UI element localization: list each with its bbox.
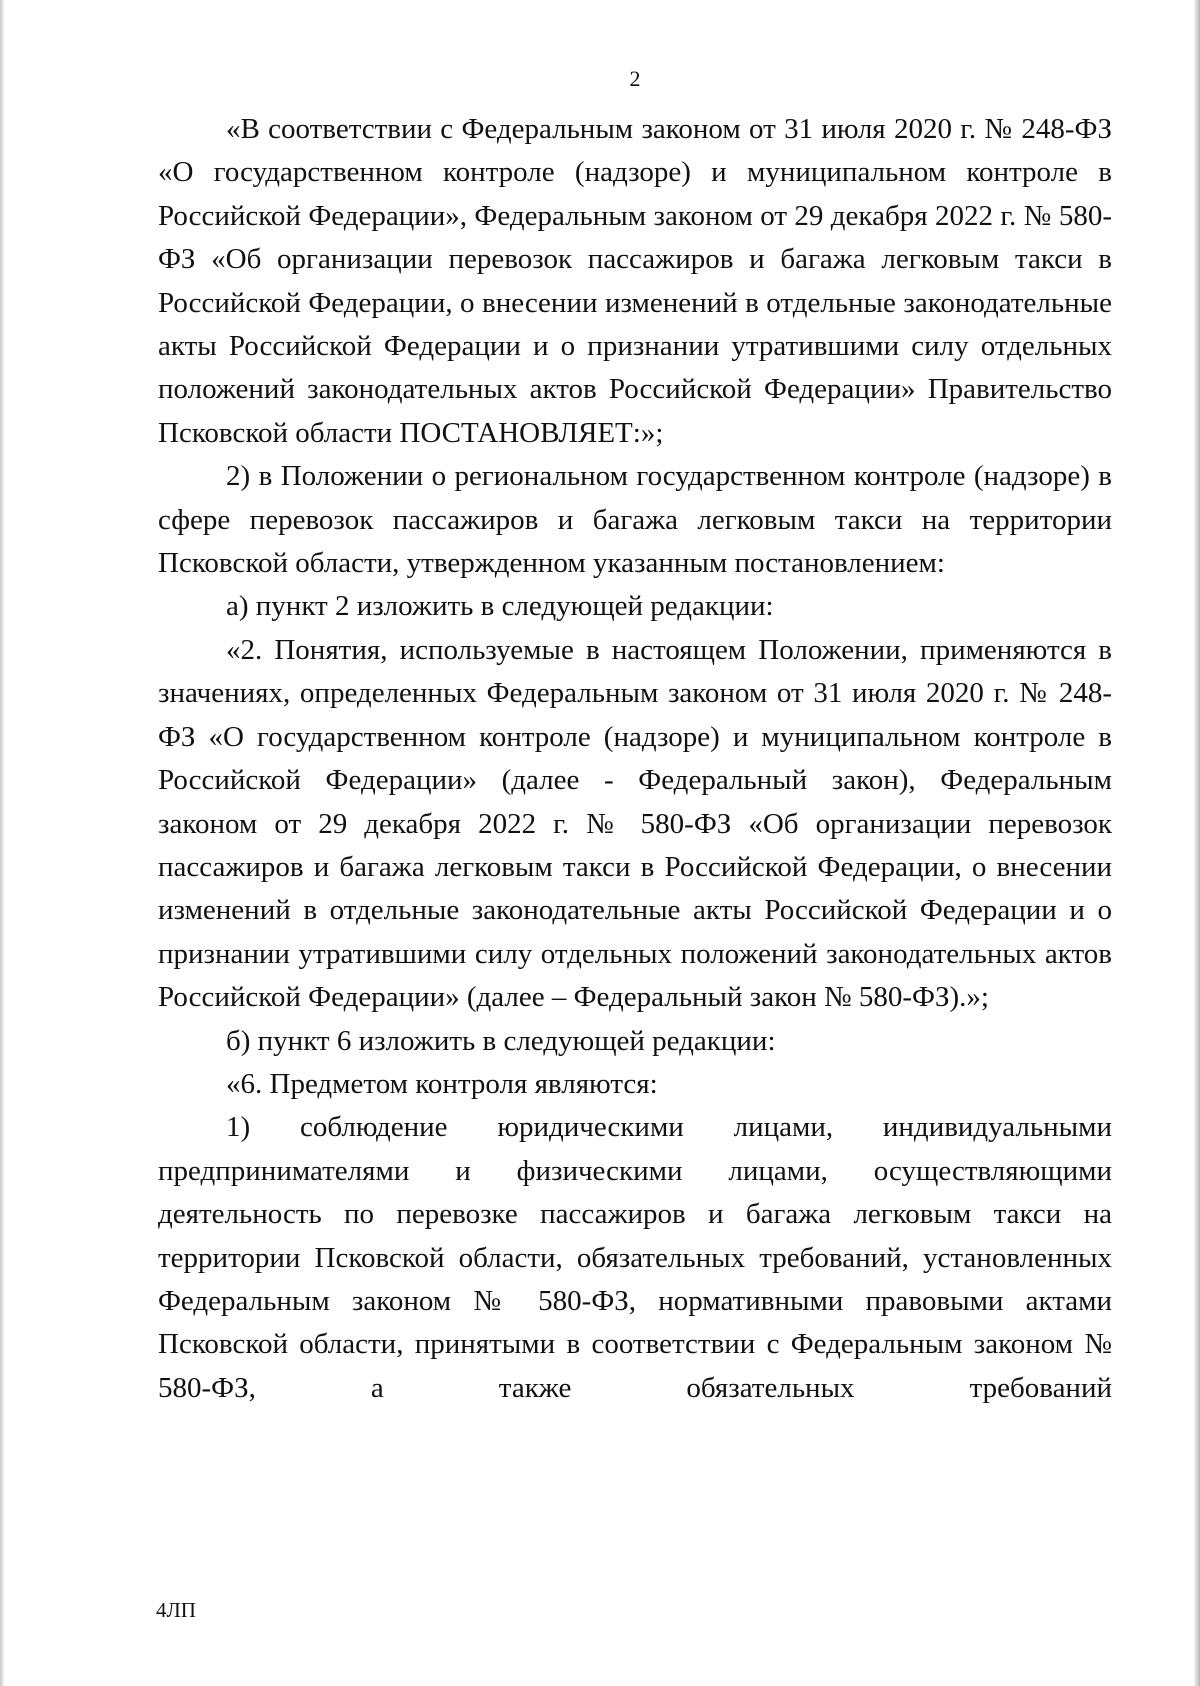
document-body <box>158 108 1112 1410</box>
page-number: 2 <box>629 66 641 91</box>
scan-edge-left <box>0 0 4 1686</box>
paragraph-clause-6-item-1: 1) соблюдение юридическими лицами, индивидуальными предпринимателями и физическими лицами, осуществляющими деятельность по перевозке пассажиров и багажа легковым такси на территории Псковской области, обязательных требований, установленных Федеральным законом № 580-ФЗ, нормативными правовыми актами Псковской области, принятыми в соответствии с Федеральным законом № 580-ФЗ, а также обязательных требований <box>158 1111 1112 1404</box>
paragraph-clause-2: «2. Понятия, используемые в настоящем Положении, применяются в значениях, определенных Федеральным законом от 31 июля 2020 г. № 248-ФЗ «О государственном контроле (надзоре) и муниципальном контроле в Российской Федерации» (далее - Федеральный закон), Федеральным законом от 29 декабря 2022 г. № 580-ФЗ «Об организации перевозок пассажиров и багажа легковым такси в Российской Федерации, о внесении изменений в отдельные законодательные акты Российской Федерации и о признании утратившими силу отдельных положений законодательных актов Российской Федерации» (далее – Федеральный закон № 580-ФЗ).»; <box>158 633 1112 1014</box>
paragraph-preamble: «В соответствии с Федеральным законом от 31 июля 2020 г. № 248-ФЗ «О государственном контроле (надзоре) и муниципальном контроле в Российской Федерации», Федеральным законом от 29 декабря 2022 г. № 580-ФЗ «Об организации перевозок пассажиров и багажа легковым такси в Российской Федерации, о внесении изменений в отдельные законодательные акты Российской Федерации и о признании утратившими силу отдельных положений законодательных актов Российской Федерации» Правительство Псковской области ПОСТАНОВЛЯЕТ:»; <box>158 113 1112 449</box>
scan-edge-right <box>1194 0 1200 1686</box>
paragraph-clause-6: «6. Предметом контроля являются: <box>226 1067 658 1100</box>
paragraph-item-2: 2) в Положении о региональном государственном контроле (надзоре) в сфере перевозок пассажиров и багажа легковым такси на территории Псковской области, утвержденном указанным постановлением: <box>158 460 1112 580</box>
paragraph-subitem-a: а) пункт 2 изложить в следующей редакции: <box>226 590 774 623</box>
footer-code: 4ЛП <box>156 1598 196 1622</box>
paragraph-subitem-b: б) пункт 6 изложить в следующей редакции: <box>226 1024 776 1057</box>
